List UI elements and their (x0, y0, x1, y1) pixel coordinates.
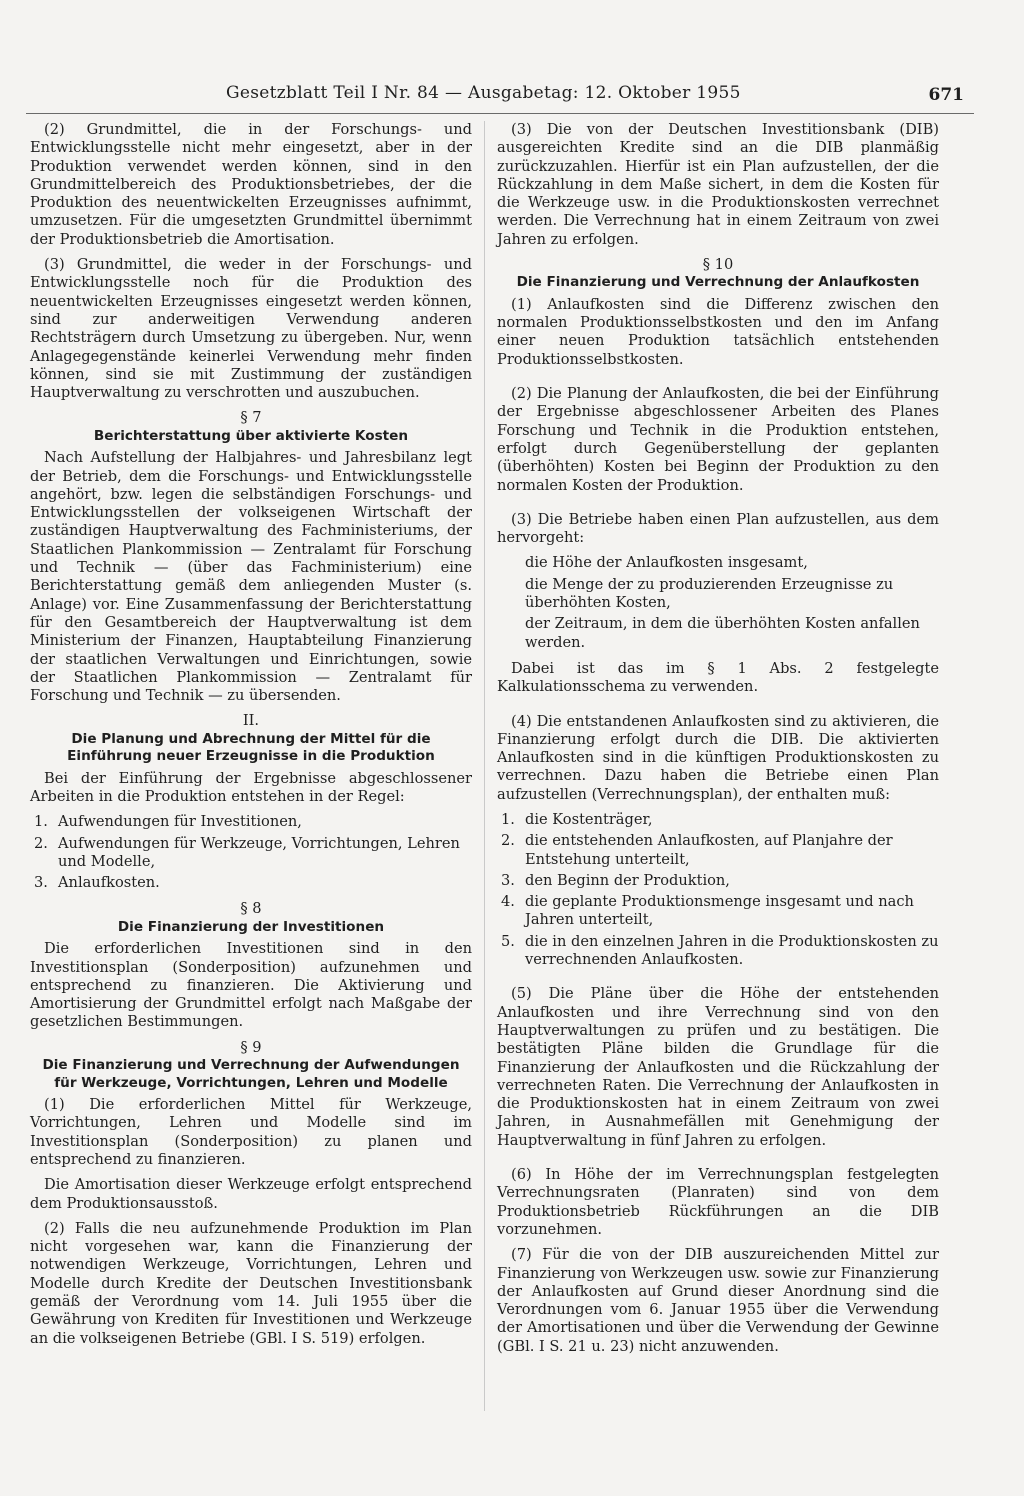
list-item-text: die geplante Produktionsmenge insgesamt und nach Jahren unterteilt, (525, 893, 914, 929)
paragraph: (7) Für die von der DIB auszureichenden Mittel zur Finanzierung von Werkzeugen usw. sowie zur Finanzierung der Anlaufkosten auf Grund dieser Anordnung sind die Verordnungen vom 6. Januar 1955 über die Verwendung der Amortisationen und über die Verwendung der Gewinne (GBl. I S. 21 u. 23) nicht anzuwenden. (497, 1246, 939, 1355)
numbered-list (30, 813, 472, 892)
paragraph: (3) Grundmittel, die weder in der Forschungs- und Entwicklungsstelle noch für die Produktion des neuentwickelten Erzeugnisses eingesetzt werden können, sind zur anderweitigen Verwendung anderen Rechtsträgern durch Umsetzung zu übergeben. Nur, wenn Anlagegegenstände keinerlei Verwendung mehr finden können, sind sie mit Zustimmung der zuständigen Hauptverwaltung zu verschrotten und auszubuchen. (30, 256, 472, 402)
paragraph: (3) Die Betriebe haben einen Plan aufzustellen, aus dem hervorgeht: (497, 510, 939, 547)
plan-list (497, 554, 939, 651)
list-item-text: die entstehenden Anlaufkosten, auf Planjahre der Entstehung unterteilt, (525, 832, 893, 868)
paragraph: Die erforderlichen Investitionen sind in den Investitionsplan (Sonderposition) aufzunehmen und entsprechend zu finanzieren. Die Aktivierung und Amortisierung der Grundmittel erfolgt nach Maßgabe der gesetzlichen Bestimmungen. (30, 940, 472, 1031)
left-column (30, 121, 472, 1355)
paragraph: (4) Die entstandenen Anlaufkosten sind zu aktivieren, die Finanzierung erfolgt durch die DIB. Die aktivierten Anlaufkosten sind in die künftigen Produktionskosten zu verrechnen. Dazu haben die Betriebe einen Plan aufzustellen (Verrechnungsplan), der enthalten muß: (497, 712, 939, 803)
list-item (497, 872, 939, 890)
list-item-number: 5. (501, 932, 515, 950)
section-number: § 7 (240, 409, 262, 427)
list-item-number: 3. (501, 871, 515, 889)
paragraph: (3) Die von der Deutschen Investitionsbank (DIB) ausgereichten Kredite sind an die DIB planmäßig zurückzuzahlen. Hierfür ist ein Plan aufzustellen, der die Rückzahlung in dem Maße sichert, in dem die Kosten für die Werkzeuge usw. in die Produktionskosten verrechnet werden. Die Verrechnung hat in einem Zeitraum von zwei Jahren zu erfolgen. (497, 121, 939, 248)
list-item (497, 933, 939, 970)
section-number: § 10 (702, 256, 734, 274)
list-item-text: die in den einzelnen Jahren in die Produktionskosten zu verrechnenden Anlaufkosten. (525, 932, 939, 969)
list-item-text: die Kostenträger, (525, 811, 653, 828)
column-divider (484, 121, 485, 1411)
list-item (30, 874, 472, 892)
list-item (497, 811, 939, 829)
list-item: die Menge der zu produzierenden Erzeugnisse zu überhöhten Kosten, (525, 575, 894, 612)
paragraph: (2) Die Planung der Anlaufkosten, die bei der Einführung der Ergebnisse abgeschlossener Arbeiten des Planes Forschung und Technik in die Produktion entstehen, erfolgt durch Gegenüberstellung der geplanten (überhöhten) Kosten bei Beginn der Produktion zu den normalen Kosten der Produktion. (497, 385, 939, 494)
list-item (30, 813, 472, 831)
paragraph: Die Amortisation dieser Werkzeuge erfolgt entsprechend dem Produktionsausstoß. (30, 1176, 472, 1212)
header-rule (26, 113, 974, 114)
paragraph: (6) In Höhe der im Verrechnungsplan festgelegten Verrechnungsraten (Planraten) sind von dem Produktionsbetrieb Rückführungen an die DIB vorzunehmen. (497, 1166, 939, 1238)
page-header (0, 83, 1024, 113)
header-title: Gesetzblatt Teil I Nr. 84 — Ausgabetag: 12. Oktober 1955 (226, 83, 741, 103)
list-item-number: 4. (501, 893, 515, 911)
section-number: § 9 (240, 1038, 262, 1056)
numbered-list (497, 811, 939, 969)
section-number: § 8 (240, 900, 262, 918)
part-number: II. (242, 712, 260, 730)
part-heading: Die Planung und Abrechnung der Mittel für die Einführung neuer Erzeugnisse in die Produktion (67, 730, 435, 765)
list-item: der Zeitraum, in dem die überhöhten Kosten anfallen werden. (525, 615, 920, 651)
section-heading: Die Finanzierung und Verrechnung der Aufwendungen für Werkzeuge, Vorrichtungen, Lehren und Modelle (42, 1057, 460, 1091)
list-item (30, 835, 472, 872)
paragraph: Nach Aufstellung der Halbjahres- und Jahresbilanz legt der Betrieb, dem die Forschungs- und Entwicklungsstelle angehört, bzw. legen die selbständigen Forschungs- und Entwicklungsstellen der volkseigenen Wirtschaft der zuständigen Hauptverwaltung des Fachministeriums, der Staatlichen Plankommission — Zentralamt für Forschung und Technik — (über das Fachministerium) eine Berichterstattung gemäß dem anliegenden Muster (s. Anlage) vor. Eine Zusammenfassung der Berichterstattung für den Gesamtbereich der Hauptverwaltung ist dem Ministerium der Finanzen, Hauptabteilung Finanzierung der staatlichen Verwaltungen und Einrichtungen, sowie der Staatlichen Plankommission — Zentralamt für Forschung und Technik — zu übersenden. (30, 449, 472, 705)
section-heading: Die Finanzierung und Verrechnung der Anlaufkosten (516, 274, 920, 291)
right-column (497, 121, 939, 1363)
paragraph: (5) Die Pläne über die Höhe der entstehenden Anlaufkosten und ihre Verrechnung sind von den Hauptverwaltungen zu prüfen und zu bestätigen. Die bestätigten Pläne bilden die Grundlage für die Finanzierung der Anlaufkosten und die Rückzahlung der verrechneten Raten. Die Verrechnung der Anlaufkosten in die Produktionskosten hat in einem Zeitraum von zwei Jahren, in Ausnahmefällen mit Genehmigung der Hauptverwaltung in fünf Jahren zu erfolgen. (497, 985, 939, 1149)
list-item-number: 1. (34, 813, 48, 831)
list-item-number: 2. (34, 834, 48, 852)
paragraph: (1) Anlaufkosten sind die Differenz zwischen den normalen Produktionsselbstkosten und den im Anfang einer neuen Produktion tatsächlich entstehenden Produktionsselbstkosten. (497, 295, 939, 368)
list-item-text: Aufwendungen für Investitionen, (58, 813, 302, 831)
list-item-number: 2. (501, 832, 515, 850)
page-number: 671 (928, 85, 964, 105)
list-item-text: Anlaufkosten. (58, 874, 160, 892)
list-item-number: 3. (34, 874, 48, 892)
paragraph: Dabei ist das im § 1 Abs. 2 festgelegte Kalkulationsschema zu verwenden. (497, 659, 939, 696)
paragraph: (2) Falls die neu aufzunehmende Produktion im Plan nicht vorgesehen war, kann die Finanzierung der notwendigen Werkzeuge, Vorrichtungen, Lehren und Modelle durch Kredite der Deutschen Investitionsbank gemäß der Verordnung vom 14. Juli 1955 über die Gewährung von Krediten für Investitionen und Werkzeuge an die volkseigenen Betriebe (GBl. I S. 519) erfolgen. (30, 1219, 472, 1347)
section-heading: Berichterstattung über aktivierte Kosten (93, 427, 409, 444)
paragraph: (1) Die erforderlichen Mittel für Werkzeuge, Vorrichtungen, Lehren und Modelle sind im Investitionsplan (Sonderposition) zu planen und entsprechend zu finanzieren. (30, 1096, 472, 1168)
list-item-number: 1. (501, 811, 515, 828)
list-item-text: Aufwendungen für Werkzeuge, Vorrichtungen, Lehren und Modelle, (58, 834, 460, 870)
paragraph: Bei der Einführung der Ergebnisse abgeschlossener Arbeiten in die Produktion entstehen in der Regel: (30, 769, 472, 805)
list-item (497, 832, 939, 869)
section-heading: Die Finanzierung der Investitionen (117, 918, 385, 935)
list-item-text: den Beginn der Produktion, (525, 871, 730, 889)
list-item (497, 893, 939, 930)
list-item: die Höhe der Anlaufkosten insgesamt, (525, 554, 808, 572)
paragraph: (2) Grundmittel, die in der Forschungs- und Entwicklungsstelle nicht mehr eingesetzt, aber in der Produktion verwendet werden können, sind in den Grundmittelbereich des Produktionsbetriebes, der die Produktion des neuentwickelten Erzeugnisses aufnimmt, umzusetzen. Für die umgesetzten Grundmittel übernimmt der Produktionsbetrieb die Amortisation. (30, 121, 472, 248)
